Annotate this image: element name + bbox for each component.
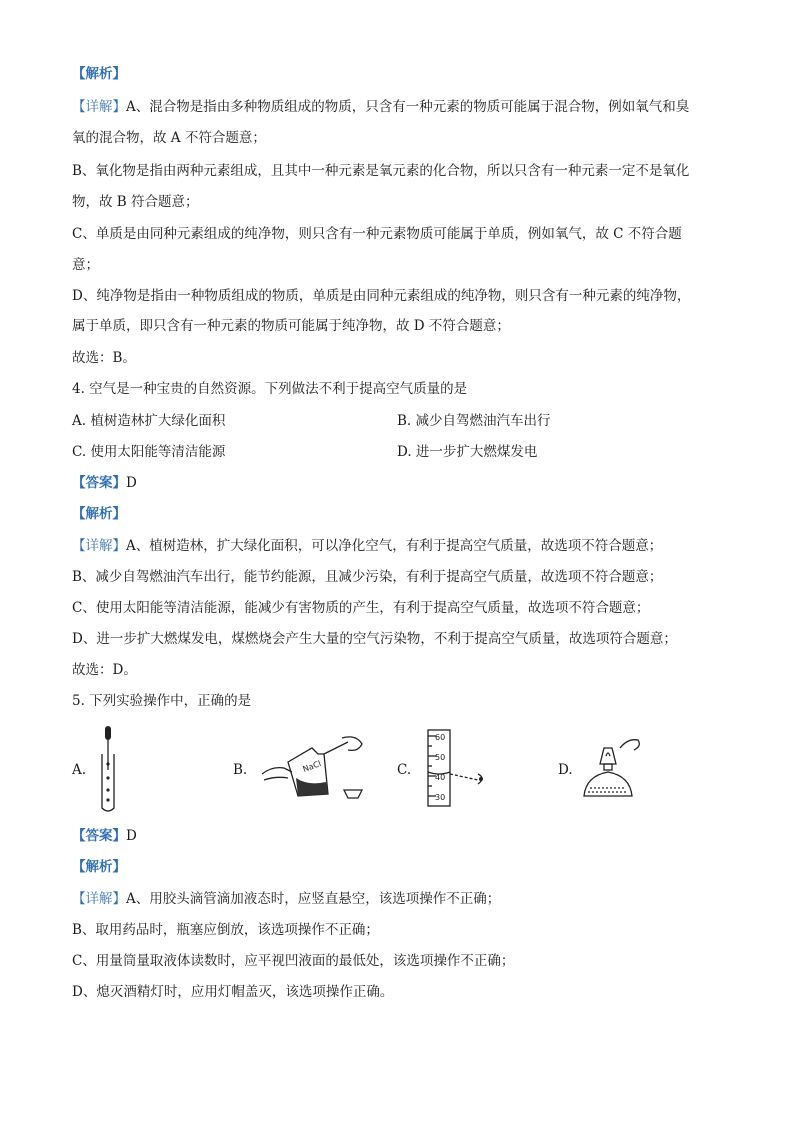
detail-line: D、纯净物是指由一种物质组成的物质，单质是由同种元素组成的纯净物，则只含有一种元素的纯净物， (72, 288, 691, 304)
q4-answer (72, 473, 137, 493)
detail-line: 属于单质，即只含有一种元素的物质可能属于纯净物，故 D 不符合题意； (72, 318, 510, 334)
q5-option-b: B. (233, 762, 248, 778)
q4-option-d: D. 进一步扩大燃煤发电 (397, 444, 538, 460)
alcohol-lamp-figure (580, 734, 650, 802)
detail-tag: 【详解】 (72, 99, 126, 115)
answer-value: D (126, 475, 137, 491)
detail-line: 【详解】A、植树造林，扩大绿化面积，可以净化空气，有利于提高空气质量，故选项不符合题意； (72, 538, 663, 554)
detail-line: 氧的混合物，故 A 不符合题意； (72, 130, 266, 146)
graduated-cylinder-figure (420, 728, 500, 808)
detail-line: B、氧化物是指由两种元素组成，且其中一种元素是氧元素的化合物，所以只含有一种元素一定不是氧化 (72, 163, 690, 179)
detail-line: 【详解】A、混合物是指由多种物质组成的物质，只含有一种元素的物质可能属于混合物，例如氧气和臭 (72, 99, 690, 115)
detail-line: C、用量筒量取液体读数时，应平视凹液面的最低处，该选项操作不正确； (72, 953, 515, 969)
dropper-test-tube-figure (96, 724, 124, 816)
answer-value: D (126, 828, 137, 844)
detail-line: 物，故 B 符合题意； (72, 194, 199, 210)
q4-option-c: C. 使用太阳能等清洁能源 (72, 444, 226, 460)
question-5-stem: 5. 下列实验操作中，正确的是 (72, 693, 252, 709)
conclusion-line: 故选：D。 (72, 662, 137, 678)
analysis-heading-5: 【解析】 (72, 859, 126, 875)
reagent-bottle-figure (258, 734, 368, 804)
detail-line: D、熄灭酒精灯时，应用灯帽盖灭，该选项操作正确。 (72, 984, 394, 1000)
cylinder-tick-label: 50 (435, 753, 446, 762)
q5-answer (72, 826, 137, 846)
detail-line: C、使用太阳能等清洁能源，能减少有害物质的产生，有利于提高空气质量，故选项不符合题意； (72, 600, 650, 616)
detail-line: 【详解】A、用胶头滴管滴加液态时，应竖直悬空，该选项操作不正确； (72, 891, 501, 907)
analysis-heading-3: 【解析】 (72, 66, 126, 82)
detail-tag: 【详解】 (72, 538, 126, 554)
cylinder-tick-label: 60 (435, 733, 446, 742)
q5-option-a: A. (72, 762, 87, 778)
q5-option-d: D. (558, 762, 573, 778)
conclusion-line: 故选：B。 (72, 350, 136, 366)
cylinder-tick-label: 40 (435, 773, 446, 782)
detail-tag: 【详解】 (72, 891, 126, 907)
detail-line: C、单质是由同种元素组成的纯净物，则只含有一种元素物质可能属于单质，例如氧气，故 C 不符合题 (72, 226, 682, 242)
question-4-stem: 4. 空气是一种宝贵的自然资源。下列做法不利于提高空气质量的是 (72, 381, 468, 397)
cylinder-tick-label: 30 (435, 793, 446, 802)
q5-option-c: C. (397, 762, 412, 778)
q4-option-b: B. 减少自驾燃油汽车出行 (397, 413, 551, 429)
detail-line: D、进一步扩大燃煤发电，煤燃烧会产生大量的空气污染物，不利于提高空气质量，故选项符合题意； (72, 631, 677, 647)
analysis-heading-4: 【解析】 (72, 506, 126, 522)
answer-tag: 【答案】 (72, 828, 126, 844)
bottle-label: NaCl (301, 759, 323, 774)
answer-tag: 【答案】 (72, 475, 126, 491)
detail-line: B、减少自驾燃油汽车出行，能节约能源，且减少污染，有利于提高空气质量，故选项不符合题意； (72, 569, 663, 585)
q4-option-a: A. 植树造林扩大绿化面积 (72, 413, 226, 429)
detail-line: B、取用药品时，瓶塞应倒放，该选项操作不正确； (72, 922, 379, 938)
detail-line: 意； (72, 257, 99, 273)
